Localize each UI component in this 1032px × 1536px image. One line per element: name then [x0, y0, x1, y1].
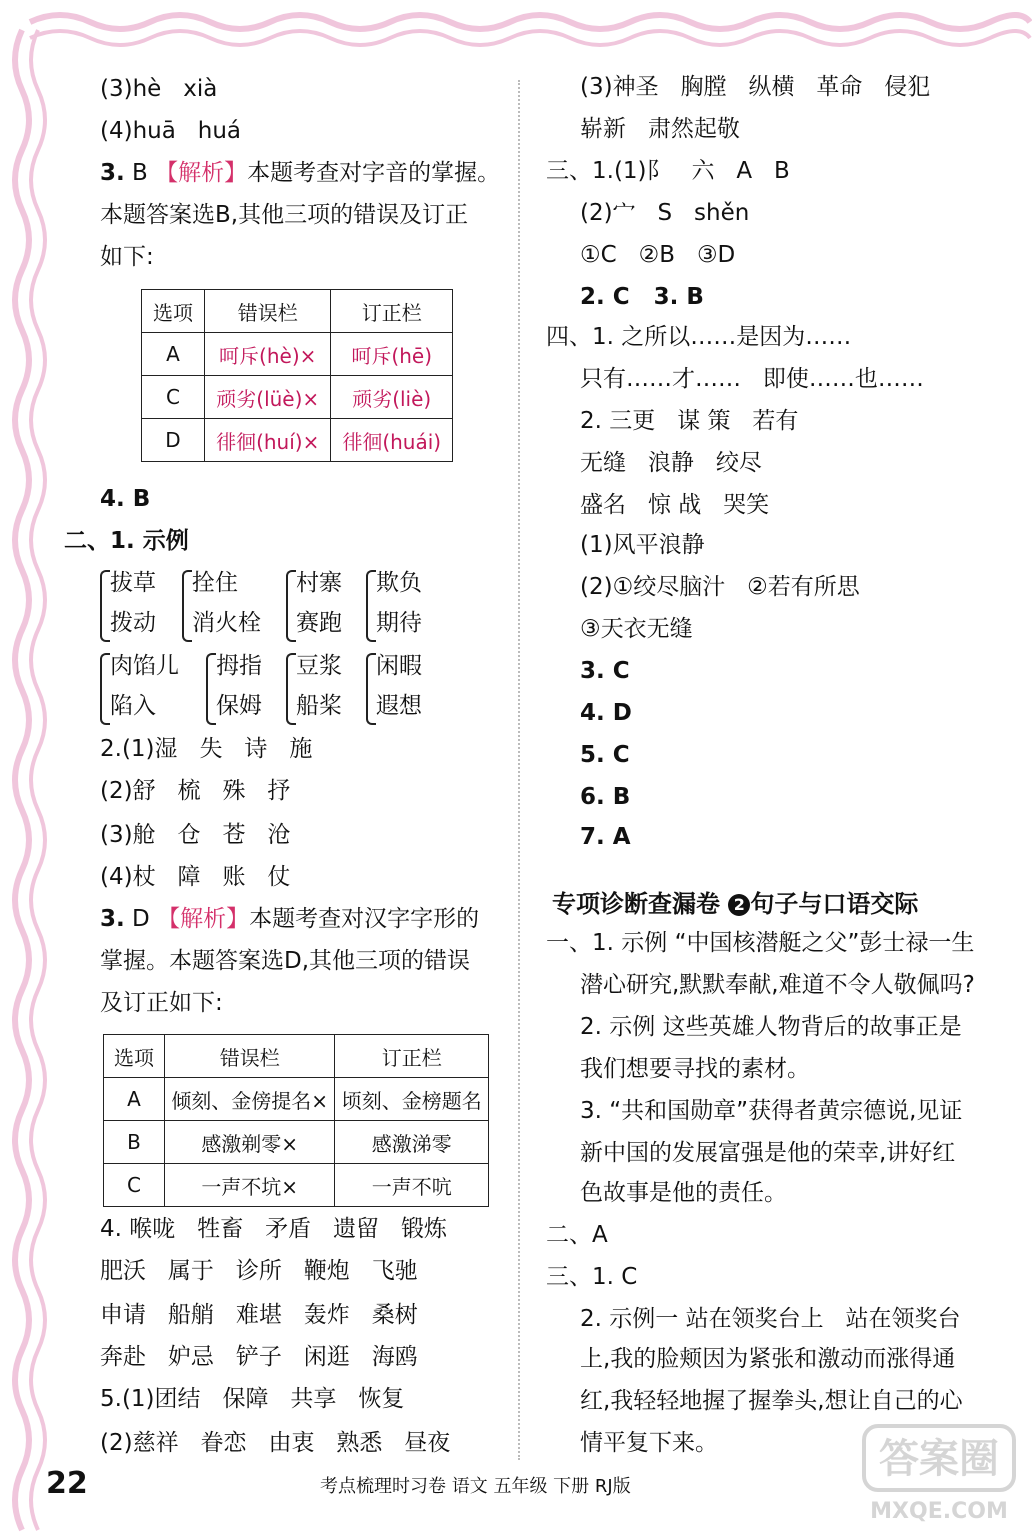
- analysis-tag: 【解析】: [155, 160, 248, 186]
- answer-line: 4. B: [100, 486, 151, 512]
- answer-line: 一、1. 示例 “中国核潜艇之父”彭士禄一生: [546, 930, 975, 956]
- table-cell: A: [104, 1078, 165, 1121]
- answer-line: 二、A: [546, 1222, 608, 1248]
- brace: [100, 570, 110, 642]
- answer-line: 4. D: [580, 700, 632, 726]
- brace: [182, 570, 192, 642]
- watermark-text: 答案圈: [879, 1436, 999, 1482]
- table-row: [104, 1121, 489, 1164]
- table-cell: 呵斥(hè)×: [205, 333, 331, 376]
- answer-line: ③天衣无缝: [580, 616, 693, 642]
- answer-line: 7. A: [580, 824, 631, 850]
- answer-line: 申请 船艄 难堪 轰炸 桑树: [100, 1302, 418, 1328]
- section-title-sub: 句子与口语交际: [750, 890, 919, 918]
- table-cell: 徘徊(huí)×: [205, 419, 331, 462]
- table-cell: B: [104, 1121, 165, 1164]
- watermark-url: MXQE.COM: [870, 1499, 1008, 1524]
- answer-choice: B: [124, 160, 156, 186]
- answer-line: 红,我轻轻地握了握拳头,想让自己的心: [580, 1388, 963, 1414]
- answer-line: 新中国的发展富强是他的荣幸,讲好红: [580, 1140, 956, 1166]
- word: 拇指: [216, 653, 262, 679]
- table-cell: 倾刻、金傍提名×: [165, 1078, 335, 1121]
- table-cell: C: [104, 1164, 165, 1207]
- question-number: 3.: [100, 906, 125, 932]
- answer-line: 4. 喉咙 牲畜 矛盾 遗留 锻炼: [100, 1216, 447, 1242]
- answer-q3b: [100, 904, 479, 934]
- word: 船桨: [296, 693, 342, 719]
- table-row: [104, 1078, 489, 1121]
- word: 闲暇: [376, 653, 422, 679]
- brace: [366, 570, 376, 642]
- number-circle-icon: 2: [728, 894, 750, 916]
- table-cell: 一声不吭: [335, 1164, 489, 1207]
- answer-line: 色故事是他的责任。: [580, 1180, 787, 1206]
- page-number: 22: [46, 1466, 88, 1501]
- analysis-text: 本题考查对汉字字形的: [249, 906, 480, 932]
- table-cell: 一声不坑×: [165, 1164, 335, 1207]
- answer-line: 2. 示例 这些英雄人物背后的故事正是: [580, 1014, 962, 1040]
- answer-line: 2. 示例一 站在领奖台上 站在领奖台: [580, 1306, 961, 1332]
- answer-line: (3)hè xià: [100, 76, 218, 102]
- answer-line: (4)huā huá: [100, 118, 242, 144]
- table-cell: 感激涕零: [335, 1121, 489, 1164]
- answer-line: 四、1. 之所以……是因为……: [546, 324, 852, 350]
- word: 期待: [376, 610, 422, 636]
- answer-line: (2)宀 S shěn: [580, 200, 750, 226]
- word: 欺负: [376, 570, 422, 596]
- answer-line: 崭新 肃然起敬: [580, 116, 740, 142]
- answer-line: 三、1. C: [546, 1264, 638, 1290]
- word: 拨动: [110, 610, 156, 636]
- answer-line: 2. C 3. B: [580, 284, 704, 310]
- brace: [366, 653, 376, 725]
- section-title-main: 专项诊断查漏卷: [552, 890, 720, 918]
- answer-line: 肥沃 属于 诊所 鞭炮 飞驰: [100, 1258, 418, 1284]
- watermark-logo: [860, 1420, 1020, 1530]
- answer-line: 6. B: [580, 784, 631, 810]
- word: 赛跑: [296, 610, 342, 636]
- answer-line: (3)舱 仓 苍 沧: [100, 822, 291, 848]
- brace: [100, 653, 110, 725]
- analysis-text: 本题答案选B,其他三项的错误及订正: [100, 202, 469, 228]
- footer-text: 考点梳理时习卷 语文 五年级 下册 RJ版: [320, 1476, 631, 1497]
- answer-line: 盛名 惊 战 哭笑: [580, 492, 770, 518]
- table-header: 订正栏: [335, 1035, 489, 1078]
- decorative-top-border: [0, 0, 1032, 60]
- answer-line: (1)风平浪静: [580, 532, 705, 558]
- brace: [286, 570, 296, 642]
- analysis-text: 本题考查对字音的掌握。: [247, 160, 501, 186]
- answer-line: ①C ②B ③D: [580, 242, 736, 268]
- answer-line: (2)①绞尽脑汁 ②若有所思: [580, 574, 860, 600]
- answer-line: (3)神圣 胸膛 纵横 革命 侵犯: [580, 74, 931, 100]
- word: 陷入: [110, 693, 156, 719]
- analysis-text: 掌握。本题答案选D,其他三项的错误: [100, 948, 471, 974]
- word: 村寨: [296, 570, 342, 596]
- brace: [286, 653, 296, 725]
- answer-line: 3. “共和国勋章”获得者黄宗德说,见证: [580, 1098, 963, 1124]
- analysis-text: 如下:: [100, 244, 154, 270]
- question-number: 3.: [100, 160, 125, 186]
- answer-line: 2.(1)湿 失 诗 施: [100, 736, 313, 762]
- answer-choice: D: [124, 906, 158, 932]
- table-cell: 感激剃零×: [165, 1121, 335, 1164]
- answer-line: 奔赴 妒忌 铲子 闲逛 海鸥: [100, 1344, 418, 1370]
- section-title: [552, 884, 918, 919]
- table-row: [142, 419, 453, 462]
- table-header: 订正栏: [331, 290, 453, 333]
- word: 拔草: [110, 570, 156, 596]
- table-cell: 呵斥(hē): [331, 333, 453, 376]
- table-cell: A: [142, 333, 205, 376]
- brace: [206, 653, 216, 725]
- table-header: 选项: [104, 1035, 165, 1078]
- table-row: [142, 376, 453, 419]
- answer-line: 上,我的脸颊因为紧张和激动而涨得通: [580, 1346, 956, 1372]
- answer-line: (2)慈祥 眷恋 由衷 熟悉 昼夜: [100, 1430, 451, 1456]
- table-header: 选项: [142, 290, 205, 333]
- table-row: [142, 333, 453, 376]
- word: 豆浆: [296, 653, 342, 679]
- answer-line: 2. 三更 谋 策 若有: [580, 408, 799, 434]
- table-cell: D: [142, 419, 205, 462]
- answer-line: 5.(1)团结 保障 共享 恢复: [100, 1386, 405, 1412]
- word: 肉馅儿: [110, 653, 179, 679]
- table-cell: 顽劣(liè): [331, 376, 453, 419]
- section-heading: 二、1. 示例: [64, 528, 189, 554]
- table-header: 错误栏: [165, 1035, 335, 1078]
- answer-line: 三、1.(1)阝 六 A B: [546, 158, 790, 184]
- analysis-tag: 【解析】: [157, 906, 250, 932]
- answer-line: 3. C: [580, 658, 630, 684]
- table-cell: 顷刻、金榜题名: [335, 1078, 489, 1121]
- analysis-text: 及订正如下:: [100, 990, 223, 1016]
- word: 消火栓: [192, 610, 261, 636]
- word: 拴住: [192, 570, 238, 596]
- table-cell: 顽劣(lüè)×: [205, 376, 331, 419]
- decorative-left-border: [0, 0, 60, 1536]
- answer-line: (2)舒 梳 殊 抒: [100, 778, 291, 804]
- answer-q3: [100, 158, 500, 188]
- correction-table-characters: [103, 1034, 489, 1207]
- word: 遐想: [376, 693, 422, 719]
- table-cell: C: [142, 376, 205, 419]
- word: 保姆: [216, 693, 262, 719]
- column-divider: [518, 80, 520, 1460]
- answer-line: 我们想要寻找的素材。: [580, 1056, 810, 1082]
- table-header: 错误栏: [205, 290, 331, 333]
- table-cell: 徘徊(huái): [331, 419, 453, 462]
- answer-line: 无缝 浪静 绞尽: [580, 450, 762, 476]
- correction-table-pronunciation: [141, 289, 453, 462]
- answer-line: (4)杖 障 账 仗: [100, 864, 291, 890]
- answer-line: 只有……才…… 即使……也……: [580, 366, 924, 392]
- answer-line: 情平复下来。: [580, 1430, 718, 1456]
- answer-line: 5. C: [580, 742, 630, 768]
- table-row: [104, 1164, 489, 1207]
- answer-line: 潜心研究,默默奉献,难道不令人敬佩吗?: [580, 972, 975, 998]
